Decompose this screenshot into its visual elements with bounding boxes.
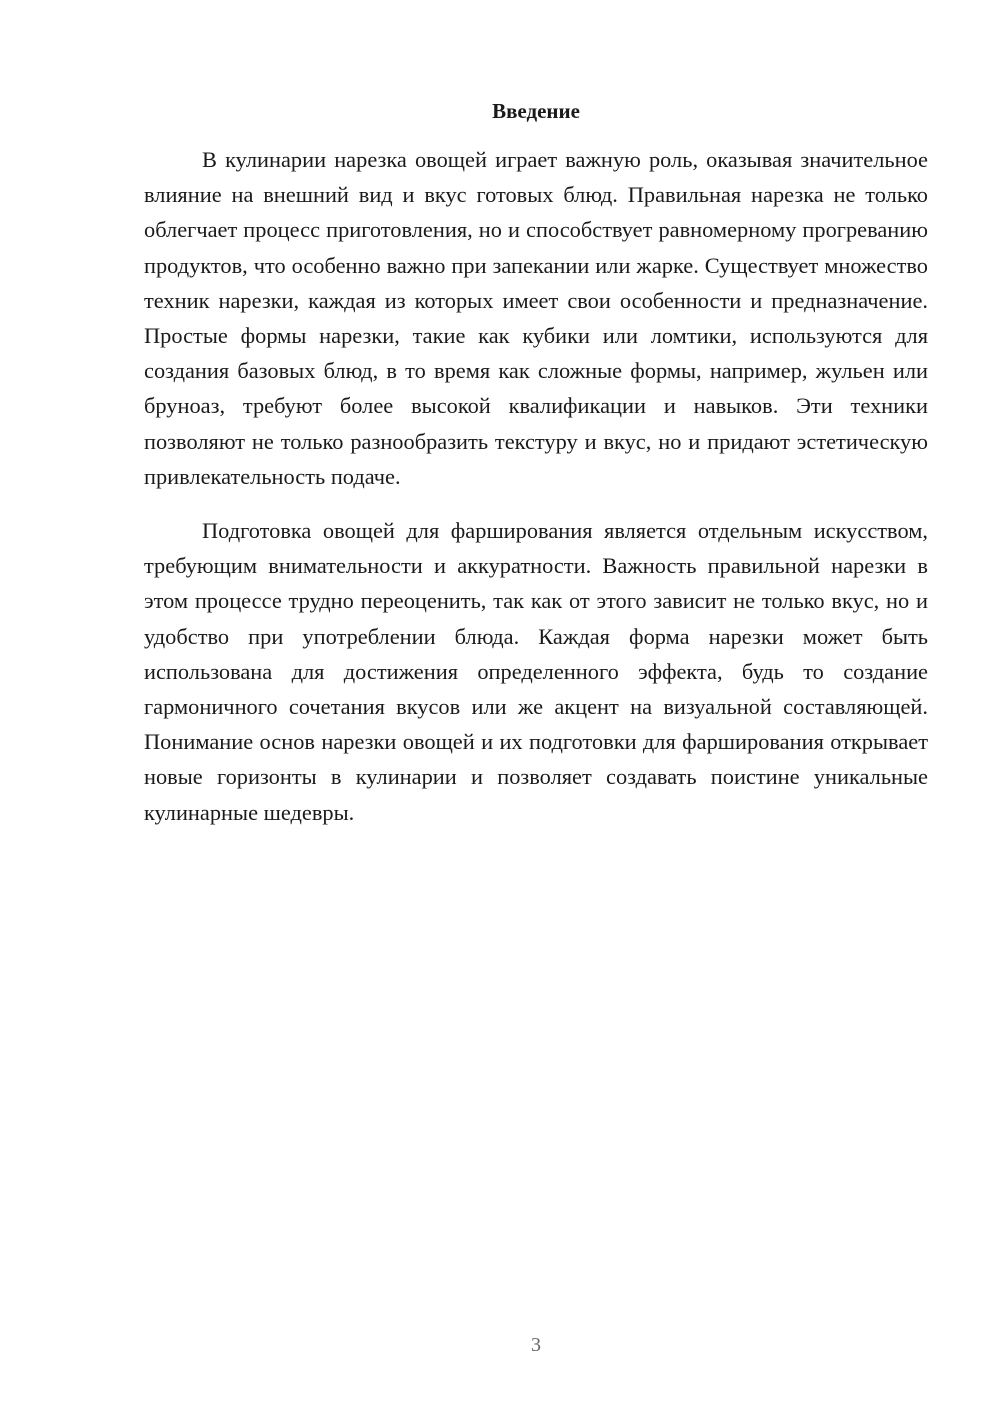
paragraph-1: В кулинарии нарезка овощей играет важную роль, оказывая значительное влияние на внешний вид и вкус готовых блюд. Правильная нарезка не только облегчает процесс приготовления, но и способствует равномерному прогреванию продуктов, что особенно важно при запекании или жарке. Существует множество техник нарезки, каждая из которых имеет свои особенности и предназначение. Простые формы нарезки, такие как кубики или ломтики, используются для создания базовых блюд, в то время как сложные формы, например, жульен или бруноаз, требуют более высокой квалификации и навыков. Эти техники позволяют не только разнообразить текстуру и вкус, но и придают эстетическую привлекательность подаче.	[144, 147, 928, 489]
body-text	[144, 142, 928, 830]
section-heading: Введение	[492, 99, 580, 123]
paragraph-2: Подготовка овощей для фарширования является отдельным искусством, требующим внимательности и аккуратности. Важность правильной нарезки в этом процессе трудно переоценить, так как от этого зависит не только вкус, но и удобство при употреблении блюда. Каждая форма нарезки может быть использована для достижения определенного эффекта, будь то создание гармоничного сочетания вкусов или же акцент на визуальной составляющей. Понимание основ нарезки овощей и их подготовки для фарширования открывает новые горизонты в кулинарии и позволяет создавать поистине уникальные кулинарные шедевры.	[144, 518, 928, 825]
page-number: 3	[531, 1334, 541, 1356]
